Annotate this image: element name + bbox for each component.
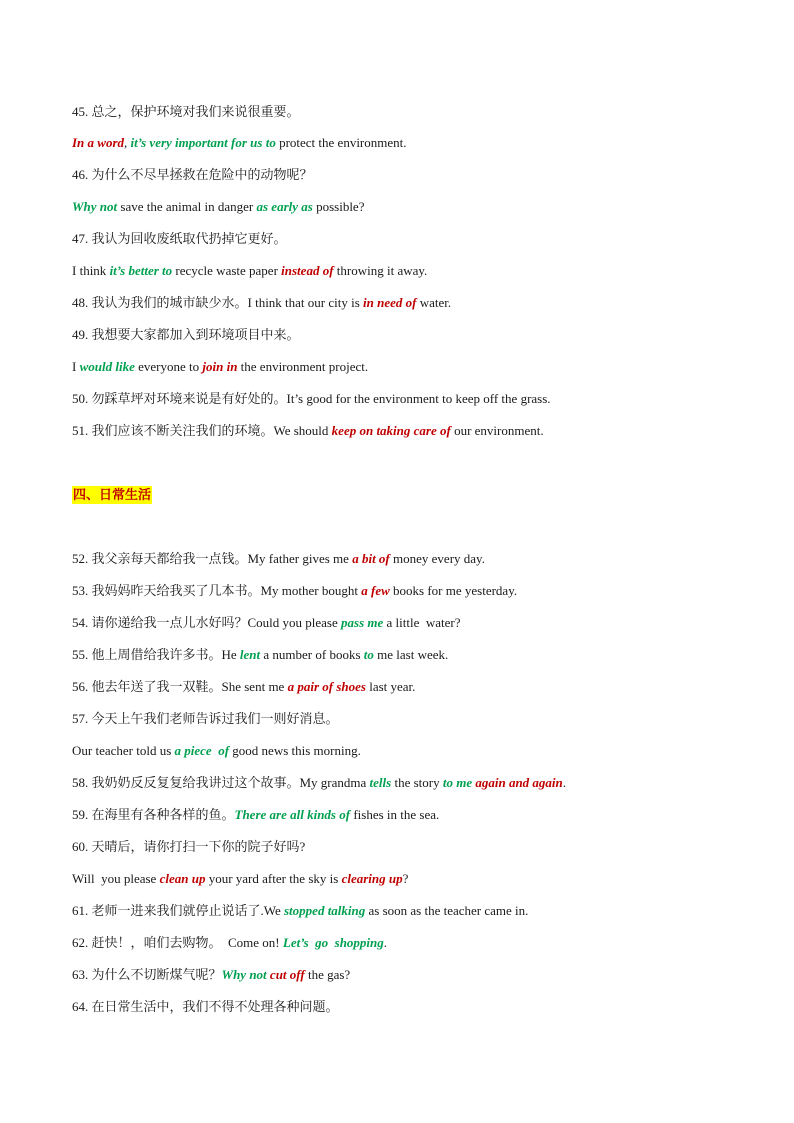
text-segment: protect the environment. <box>275 135 407 150</box>
highlighted-phrase: in need of <box>363 295 417 310</box>
text-line <box>72 710 754 728</box>
text-line <box>72 358 754 376</box>
highlighted-phrase: join in <box>202 359 238 374</box>
highlighted-phrase: In a word <box>72 135 125 150</box>
text-line <box>72 646 754 664</box>
highlighted-phrase: it’s very important for us to <box>130 135 276 150</box>
highlighted-phrase: a piece of <box>174 743 230 758</box>
text-line <box>72 294 754 312</box>
text-segment: me last week. <box>373 647 449 662</box>
text-segment: 52. 我父亲每天都给我一点钱。My father gives me <box>72 551 353 566</box>
text-line <box>72 103 754 121</box>
highlighted-phrase: to me <box>442 775 473 790</box>
text-line <box>72 998 754 1016</box>
text-line <box>72 134 754 152</box>
text-segment: 50. 勿踩草坪对环境来说是有好处的。It’s good for the environment to keep off the grass. <box>72 391 551 406</box>
text-line <box>72 262 754 280</box>
text-segment: 48. 我认为我们的城市缺少水。I think that our city is <box>72 295 364 310</box>
highlighted-phrase: Why not <box>72 199 118 214</box>
text-segment: 62. 赶快！，咱们去购物。 Come on! <box>72 935 283 950</box>
highlighted-phrase: it’s better to <box>109 263 173 278</box>
text-segment: 58. 我奶奶反反复复给我讲过这个故事。My grandma <box>72 775 370 790</box>
text-line <box>72 166 754 184</box>
highlighted-phrase: Let’s go shopping <box>282 935 384 950</box>
text-segment: , <box>124 135 131 150</box>
text-segment: I <box>72 359 80 374</box>
highlighted-phrase: stopped talking <box>284 903 366 918</box>
text-segment: 49. 我想要大家都加入到环境项目中来。 <box>72 327 300 342</box>
highlighted-phrase: to <box>363 647 374 662</box>
text-line <box>72 678 754 696</box>
highlighted-phrase: as early as <box>256 199 313 214</box>
highlighted-phrase: There are all kinds of <box>234 807 351 822</box>
highlighted-phrase: keep on taking care of <box>331 423 451 438</box>
text-line <box>72 550 754 568</box>
highlighted-phrase: clearing up <box>341 871 403 886</box>
text-segment: . <box>383 935 388 950</box>
highlighted-phrase: a pair of shoes <box>287 679 366 694</box>
text-segment: money every day. <box>389 551 485 566</box>
text-line <box>72 742 754 760</box>
text-segment: the story <box>391 775 443 790</box>
text-line <box>72 582 754 600</box>
highlighted-phrase: Why not <box>221 967 267 982</box>
text-segment: save the animal in danger <box>117 199 257 214</box>
highlighted-phrase: instead of <box>281 263 334 278</box>
text-segment: Our teacher told us <box>72 743 175 758</box>
text-segment: 46. 为什么不尽早拯救在危险中的动物呢？ <box>72 167 313 182</box>
text-segment: our environment. <box>450 423 544 438</box>
text-segment: 56. 他去年送了我一双鞋。She sent me <box>72 679 288 694</box>
text-segment: 63. 为什么不切断煤气呢？ <box>72 967 222 982</box>
highlighted-phrase: again and again <box>472 775 563 790</box>
text-segment: a little water? <box>383 615 461 630</box>
text-segment: 61. 老师一进来我们就停止说话了.We <box>72 903 284 918</box>
text-line <box>72 966 754 984</box>
text-line <box>72 934 754 952</box>
text-segment: a number of books <box>260 647 364 662</box>
text-segment: 47. 我认为回收废纸取代扔掉它更好。 <box>72 231 287 246</box>
highlighted-phrase: pass me <box>341 615 384 630</box>
text-segment: 55. 他上周借给我许多书。He <box>72 647 240 662</box>
text-segment: I think <box>72 263 110 278</box>
highlighted-phrase: would like <box>79 359 135 374</box>
highlighted-phrase: a few <box>361 583 390 598</box>
text-line <box>72 614 754 632</box>
text-segment: 51. 我们应该不断关注我们的环境。We should <box>72 423 332 438</box>
text-segment: throwing it away. <box>333 263 428 278</box>
highlighted-phrase: cut off <box>269 967 305 982</box>
highlighted-phrase: tells <box>369 775 392 790</box>
text-segment: last year. <box>365 679 416 694</box>
text-segment: 57. 今天上午我们老师告诉过我们一则好消息。 <box>72 711 339 726</box>
text-segment: everyone to <box>134 359 203 374</box>
text-segment: books for me yesterday. <box>389 583 518 598</box>
text-line <box>72 838 754 856</box>
text-segment: . <box>562 775 567 790</box>
text-segment: fishes in the sea. <box>350 807 440 822</box>
text-segment: water. <box>416 295 452 310</box>
text-line <box>72 902 754 920</box>
text-line <box>72 806 754 824</box>
text-segment: 54. 请你递给我一点儿水好吗？Could you please <box>72 615 342 630</box>
text-segment: 45. 总之，保护环境对我们来说很重要。 <box>72 104 300 119</box>
text-segment: 64. 在日常生活中，我们不得不处理各种问题。 <box>72 999 339 1014</box>
highlighted-phrase: a bit of <box>352 551 390 566</box>
text-line <box>72 390 754 408</box>
text-segment: 59. 在海里有各种各样的鱼。 <box>72 807 235 822</box>
section-title: 四、日常生活 <box>73 487 152 502</box>
text-line <box>72 422 754 440</box>
text-segment: ? <box>402 871 409 886</box>
text-segment: the environment project. <box>237 359 369 374</box>
text-segment: Will you please <box>72 871 160 886</box>
text-segment: as soon as the teacher came in. <box>365 903 529 918</box>
highlighted-phrase: lent <box>239 647 261 662</box>
text-line <box>72 870 754 888</box>
text-segment: 60. 天晴后，请你打扫一下你的院子好吗? <box>72 839 306 854</box>
highlighted-phrase: clean up <box>159 871 206 886</box>
text-segment: possible? <box>312 199 365 214</box>
text-line <box>72 774 754 792</box>
text-segment: recycle waste paper <box>172 263 282 278</box>
text-segment: the gas? <box>304 967 351 982</box>
text-line <box>72 326 754 344</box>
text-line <box>72 230 754 248</box>
text-segment: 53. 我妈妈昨天给我买了几本书。My mother bought <box>72 583 362 598</box>
text-segment: good news this morning. <box>229 743 361 758</box>
text-line <box>72 198 754 216</box>
text-segment: your yard after the sky is <box>205 871 342 886</box>
